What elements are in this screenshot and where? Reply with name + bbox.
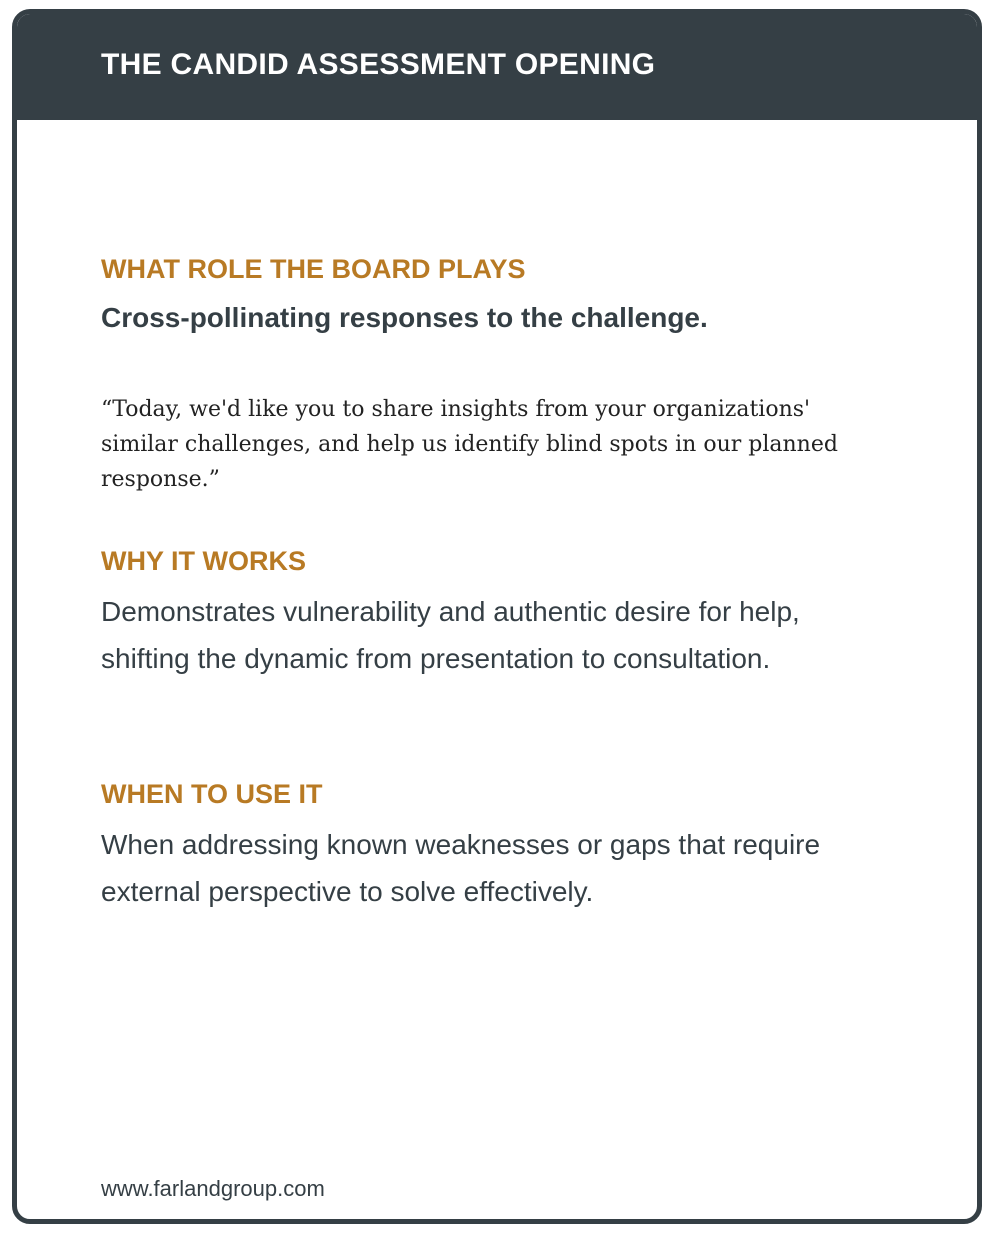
when-body: When addressing known weaknesses or gaps that require external perspective to solve effectively. (101, 829, 821, 907)
card-header (17, 14, 977, 120)
why-label: WHY IT WORKS (101, 546, 306, 576)
footer-url: www.farlandgroup.com (101, 1176, 325, 1201)
why-body: Demonstrates vulnerability and authentic desire for help, shifting the dynamic from presentation to consultation. (101, 596, 800, 674)
card-title: THE CANDID ASSESSMENT OPENING (101, 48, 656, 81)
when-label: WHEN TO USE IT (101, 779, 323, 809)
card (12, 9, 982, 1224)
role-quote: “Today, we'd like you to share insights from your organizations' similar challenges, and help us identify blind spots in our planned response.” (101, 397, 838, 492)
role-heading: Cross-pollinating responses to the challenge. (101, 302, 708, 333)
role-label: WHAT ROLE THE BOARD PLAYS (101, 254, 526, 284)
